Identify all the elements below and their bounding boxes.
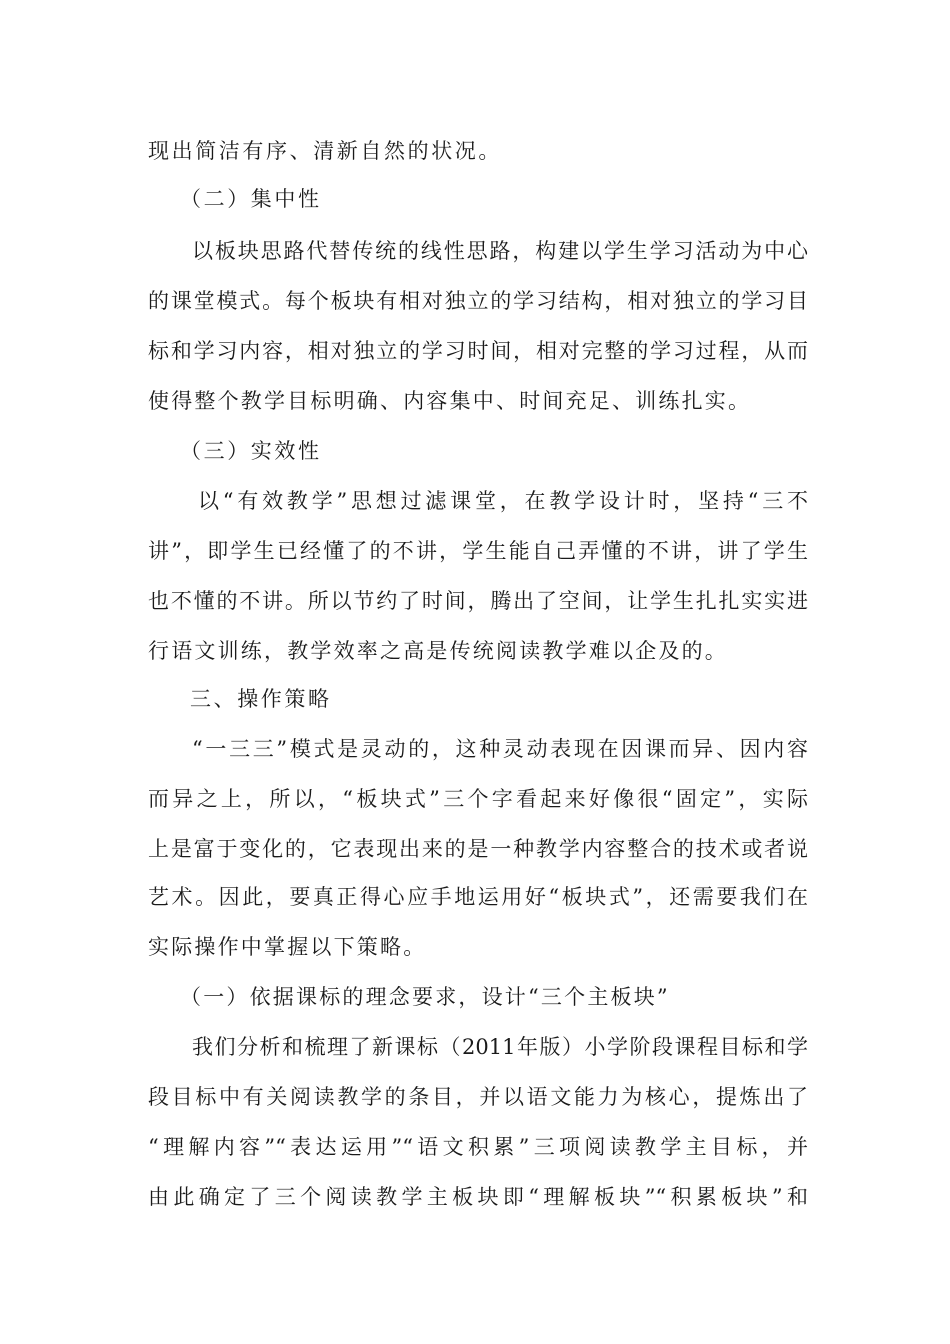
paragraph-line: 讲”，即学生已经懂了的不讲，学生能自己弄懂的不讲，讲了学生 bbox=[148, 539, 808, 563]
paragraph-line: “理解内容”“表达运用”“语文积累”三项阅读教学主目标，并 bbox=[148, 1135, 808, 1159]
text-line: 现出简洁有序、清新自然的状况。 bbox=[148, 139, 502, 163]
section-heading: 三、操作策略 bbox=[190, 687, 332, 711]
paragraph-line: “一三三”模式是灵动的，这种灵动表现在因课而异、因内容 bbox=[192, 737, 808, 761]
subsection-heading: （二）集中性 bbox=[180, 187, 322, 211]
paragraph-line: 由此确定了三个阅读教学主板块即“理解板块”“积累板块”和 bbox=[148, 1185, 808, 1209]
paragraph-line: 以“有效教学”思想过滤课堂，在教学设计时，坚持“三不 bbox=[198, 489, 808, 513]
paragraph-line: 上是富于变化的，它表现出来的是一种教学内容整合的技术或者说 bbox=[148, 837, 808, 861]
paragraph-line: 标和学习内容，相对独立的学习时间，相对完整的学习过程，从而 bbox=[148, 339, 808, 363]
subsection-heading: （三）实效性 bbox=[180, 439, 322, 463]
paragraph-line: 段目标中有关阅读教学的条目，并以语文能力为核心，提炼出了 bbox=[148, 1085, 808, 1109]
paragraph-line: 艺术。因此，要真正得心应手地运用好“板块式”，还需要我们在 bbox=[148, 885, 808, 909]
subsection-heading: （一）依据课标的理念要求，设计“三个主板块” bbox=[180, 985, 670, 1009]
paragraph-line: 的课堂模式。每个板块有相对独立的学习结构，相对独立的学习目 bbox=[148, 289, 808, 313]
paragraph-line: 以板块思路代替传统的线性思路，构建以学生学习活动为中心 bbox=[192, 239, 808, 263]
paragraph-line: 我们分析和梳理了新课标（2011年版）小学阶段课程目标和学 bbox=[192, 1035, 808, 1059]
paragraph-line: 而异之上，所以，“板块式”三个字看起来好像很“固定”，实际 bbox=[148, 787, 808, 811]
paragraph-line: 使得整个教学目标明确、内容集中、时间充足、训练扎实。 bbox=[148, 389, 752, 413]
paragraph-line: 也不懂的不讲。所以节约了时间，腾出了空间，让学生扎扎实实进 bbox=[148, 589, 808, 613]
paragraph-line: 实际操作中掌握以下策略。 bbox=[148, 935, 427, 959]
paragraph-line: 行语文训练，教学效率之高是传统阅读教学难以企及的。 bbox=[148, 639, 728, 663]
